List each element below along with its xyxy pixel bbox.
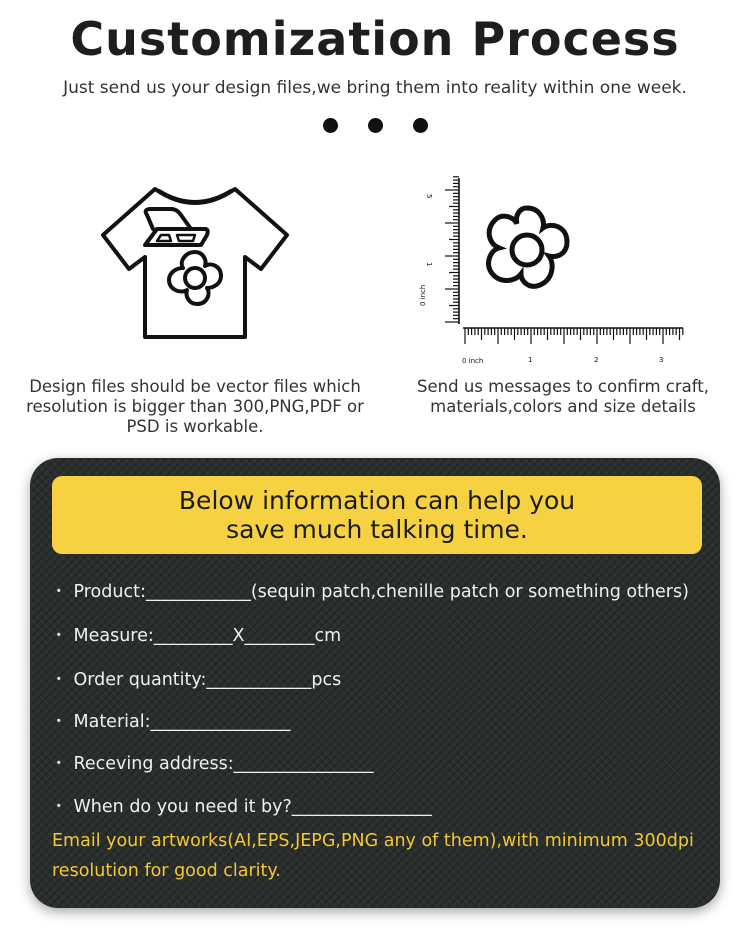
separator-dots bbox=[0, 118, 750, 133]
material-field: Material:________________ bbox=[73, 712, 291, 732]
address-line bbox=[50, 750, 374, 775]
ruler-x-tick-label: 2 bbox=[594, 356, 599, 364]
bullet: ・ bbox=[50, 797, 68, 817]
dot-icon bbox=[323, 118, 338, 133]
page-subtitle: Just send us your design files,we bring them into reality within one week. bbox=[63, 78, 687, 98]
quantity-field: Order quantity:____________pcs bbox=[73, 670, 342, 690]
flower-icon bbox=[489, 208, 567, 286]
dot-icon bbox=[413, 118, 428, 133]
bullet: ・ bbox=[50, 626, 68, 646]
ruler-x-tick-label: 1 bbox=[528, 356, 533, 364]
step-caption-confirm-details: Send us messages to confirm craft, materials,colors and size details bbox=[417, 377, 709, 416]
info-banner bbox=[52, 476, 702, 554]
banner-text: Below information can help you save much talking time. bbox=[178, 486, 576, 544]
quantity-line bbox=[50, 666, 341, 691]
ruler-x-tick-label: 3 bbox=[659, 356, 664, 364]
info-card bbox=[30, 458, 720, 908]
bullet: ・ bbox=[50, 754, 68, 774]
product-field: Product:____________(sequin patch,chenille patch or something others) bbox=[73, 582, 689, 602]
ruler-y-tick-label: 1 bbox=[425, 262, 433, 267]
measure-line bbox=[50, 622, 341, 647]
deadline-line bbox=[50, 793, 432, 818]
product-line bbox=[50, 578, 689, 603]
address-field: Receving address:________________ bbox=[73, 754, 374, 774]
bullet: ・ bbox=[50, 712, 68, 732]
tshirt-iron-flower-icon bbox=[95, 183, 295, 343]
bullet: ・ bbox=[50, 582, 68, 602]
ruler-y-tick-label: 5 bbox=[425, 194, 433, 199]
measure-field: Measure:_________X________cm bbox=[73, 626, 342, 646]
material-line bbox=[50, 708, 291, 733]
ruler-unit-label: 0 inch bbox=[462, 357, 484, 365]
deadline-field: When do you need it by?________________ bbox=[73, 797, 432, 817]
bullet: ・ bbox=[50, 670, 68, 690]
artwork-note: Email your artworks(AI,EPS,JEPG,PNG any of them),with minimum 300dpi resolution for good clarity. bbox=[52, 831, 694, 881]
page-title: Customization Process bbox=[70, 12, 680, 66]
ruler-y-unit-label: 0 inch bbox=[419, 284, 427, 306]
dot-icon bbox=[368, 118, 383, 133]
step-caption-design-files: Design files should be vector files which resolution is bigger than 300,PNG,PDF or PSD is workable. bbox=[26, 377, 364, 436]
ruler-flower-icon bbox=[415, 170, 695, 370]
